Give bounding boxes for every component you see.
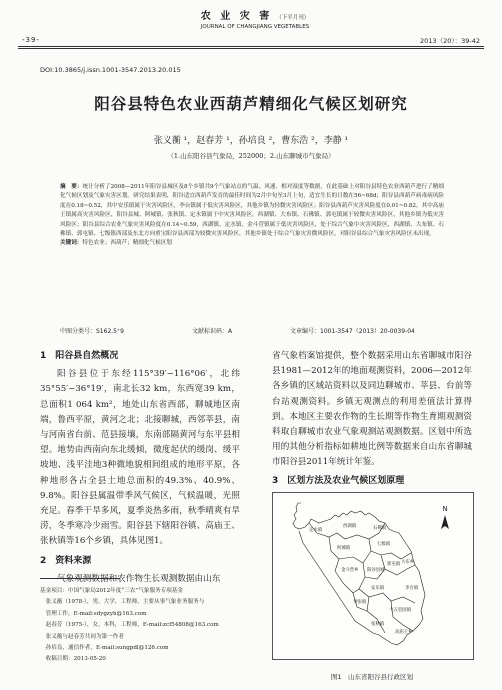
footnote-line: 张义蘅与赵春芳共同为第一作者 xyxy=(40,633,124,640)
footnote-line: 张义蘅（1978-），男，大学，工程师，主要从事气象业务服务与 xyxy=(40,599,205,606)
footnote-rule xyxy=(40,578,120,579)
header-rule xyxy=(18,46,484,47)
journal-title-cn: 农 业 灾 害 xyxy=(200,11,273,22)
compass-icon xyxy=(441,505,449,529)
map-label: 七级镇 xyxy=(377,542,391,547)
affiliation: （1.山东阳谷县气象局，252000；2.山东聊城市气象局） xyxy=(167,152,335,160)
town-boundary xyxy=(391,601,413,631)
footnote-line: 赵春芳（1975-），女，本科，工程师，E-mail:zcf54808@163.com xyxy=(40,622,219,629)
map-label: 张秋镇 xyxy=(371,622,385,627)
article-number: 文章编号：1001-3547（2013）20-0039-04 xyxy=(290,328,415,335)
authors: 张义蘅 ¹，赵春芳 ¹，孙培良 ²，曹东浩 ²，李静 ¹ xyxy=(153,136,349,146)
figure-caption: 图1 山东省阳谷县行政区划 xyxy=(330,673,414,681)
town-boundary xyxy=(367,597,385,633)
journal-masthead xyxy=(170,4,340,30)
keywords: 特色农业；西葫芦；精细化气候区划 xyxy=(82,240,172,247)
map-label: 西湖镇 xyxy=(343,524,357,529)
section-2-text: 气象观测数据和农作物生长观测数据由山东 xyxy=(57,573,221,584)
page-number: -39- xyxy=(22,36,40,44)
left-column xyxy=(40,349,240,587)
map-label: 大布乡 xyxy=(401,560,415,565)
doi: DOI:10.3865/j.issn.1001-3547.2013.20.015 xyxy=(40,66,181,74)
map-label: 石佛镇 xyxy=(373,526,387,531)
map-label: 定水镇 xyxy=(309,528,323,533)
figure-1-map xyxy=(272,492,474,660)
journal-title-en: JOURNAL OF CHANGJIANG VEGETABLES xyxy=(200,24,310,30)
footnote xyxy=(40,586,240,666)
map-label: 阿城镇 xyxy=(337,546,351,551)
abstract-text: 统计分析了2008—2011年阳谷县城区及8个乡镇共9个气象站点的气温、风速、相对湿度等数据，在此基础上对阳谷县特色农业西葫芦进行了精细化气候区划及气象灾害区划。研究结果表明，阳谷适宜西葫芦发育的最佳时间为2月中旬至3月上旬，适宜生长的日数在56~68d；阳谷县西葫芦病毒病风险度在0.18~0.52，其中安乐镇属于灾害风险区，李台镇属于低灾害风险区，其他乡镇为轻微灾害风险区；阳谷县西葫芦灾害风险度在0.01~0.82，其中高庙王镇属高灾害风险区，阳谷县城、阿城镇、张秋镇、定水镇属于中灾害风险区，西湖镇、大布镇、石佛镇、郭屯镇属于较微灾害风险区，其他乡镇为低灾害风险区；阳谷县综合农业气象灾害风险度在0.14~0.59，西湖镇、定水镇、金斗营镇属于低灾害风险区，处于综合气象中灾害风险区，西湖镇、大布镇、石佛镇、郭屯镇、七级镇西部及东北方向重宝阳谷县西部为较微灾害风险区，其他乡镇处于综合气象灾害微风险区，对阳谷县综合气象灾害风险区未出现。 xyxy=(60,184,444,238)
section-3-heading: 3 区划方法及农业气候区划原理 xyxy=(272,475,405,486)
map-label: 安乐镇 xyxy=(371,586,385,591)
keywords-label: 关键词： xyxy=(60,240,83,247)
town-boundary xyxy=(339,551,371,563)
header-rule-thin xyxy=(18,48,484,49)
abstract-label: 摘 要： xyxy=(60,184,83,190)
clc-number: 中图分类号：S162.5⁺9 xyxy=(60,328,124,335)
map-label: 郭屯镇 xyxy=(387,562,401,567)
section-2-continued: 省气象档案馆提供，整个数据采用山东省聊城市阳谷县1981—2012年的地面观测资料，2006—2012年各乡镇的区域站资料以及同边聊城市、莘县、台前等台站观测资料。乡镇无观测点的利用差值法计算得到。本地区主要农作物的生长期等作物生育期观测资料取自聊城市农业气象观测站观测数据。区划中所选用的其他分析指标如耕地比例等数据来自山东省聊城市阳谷县2011年统计年鉴。 xyxy=(272,351,472,468)
county-map xyxy=(273,493,473,659)
compass-north-label: N xyxy=(442,505,448,513)
section-1-text: 阳谷县位于东经115°39′~116°06′，北纬35°55′~36°19′，南北长32 km，东西宽39 km，总面积1 064 km²，地处山东省西部，聊城地区南端，鲁西平原，黄河之北；北接聊城，西邻莘县，南与河南省台前、范县接壤，东南部隔黄河与东平县相望。地势由西南向东北缓倾，微度起伏的缓岗、缓平坡地、浅平洼地3种微地貌相间组成的地形平原，各种地形各占全县土地总面积的49.3%、40.9%、9.8%。阳谷县属温带季风气候区，气候温暖，光照充足。春季干旱多风，夏季炎热多雨，秋季晴爽有旱涝，冬季寒冷少雨雪。阳谷县下辖阳谷镇、高庙王、张秋镇等16个乡镇，具体见图1。 xyxy=(40,369,240,547)
document-code: 文献标识码：A xyxy=(192,328,233,335)
map-label: 金斗营乡 xyxy=(341,568,359,573)
map-label: 阳谷县城 xyxy=(367,568,385,573)
county-boundary xyxy=(293,503,425,645)
town-boundary xyxy=(343,583,359,593)
right-column xyxy=(272,349,472,507)
town-boundary xyxy=(329,537,343,583)
paper-title: 阳谷县特色农业西葫芦精细化气候区划研究 xyxy=(94,94,408,113)
footnote-line: 管理工作，E-mail:sdygzyh@163.com xyxy=(40,610,147,617)
map-label: 李台镇 xyxy=(405,586,419,591)
section-1-heading: 1 阳谷县自然概况 xyxy=(40,351,119,361)
map-label: 高庙王乡 xyxy=(395,630,413,635)
map-label: 寿张镇 xyxy=(353,600,367,605)
journal-subtitle: （下半月刊） xyxy=(276,15,310,21)
footnote-line: 孙培良，通信作者，E-mail:sungpdl@126.com xyxy=(40,645,169,652)
abstract xyxy=(60,183,444,249)
section-2-heading: 2 资料来源 xyxy=(40,555,92,566)
journal-issue: 2013（20）：39-42 xyxy=(420,37,480,45)
footnote-line: 基金项目：中国气象局2012年度“三农”气象服务专项基金 xyxy=(40,588,184,594)
footnote-line: 收稿日期：2013-05-20 xyxy=(40,656,106,663)
map-label: 十五里园镇 xyxy=(389,608,411,613)
